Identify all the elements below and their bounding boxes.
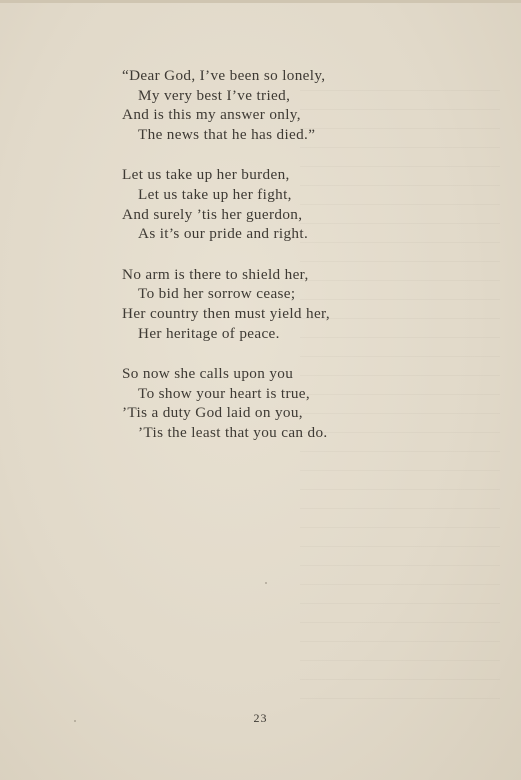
stanza <box>122 165 422 243</box>
poem-line: To show your heart is true, <box>138 384 311 402</box>
poem-line: And is this my answer only, <box>122 106 301 124</box>
poem-line: No arm is there to shield her, <box>122 265 309 283</box>
poem-line: And surely ’tis her guerdon, <box>122 205 303 223</box>
page-number: 23 <box>253 711 268 725</box>
poem-line: Let us take up her burden, <box>122 166 290 184</box>
poem-line: Her heritage of peace. <box>138 324 280 342</box>
poem-line: ’Tis a duty God laid on you, <box>122 404 303 422</box>
poem-line: As it’s our pride and right. <box>138 225 309 243</box>
stanza <box>122 66 422 144</box>
poem-line: To bid her sorrow cease; <box>138 285 296 303</box>
page-top-edge <box>0 0 521 3</box>
paper-speck <box>265 582 267 584</box>
poem-line: “Dear God, I’ve been so lonely, <box>122 67 326 84</box>
poem-line: ’Tis the least that you can do. <box>138 423 328 441</box>
poem-line: The news that he has died.” <box>138 125 316 143</box>
poem-line: Let us take up her fight, <box>138 185 292 203</box>
poem-line: My very best I’ve tried, <box>138 86 291 104</box>
stanza <box>122 364 422 442</box>
stanza <box>122 265 422 343</box>
poem-line: So now she calls upon you <box>122 365 294 383</box>
poem-line: Her country then must yield her, <box>122 304 330 322</box>
poem <box>122 66 422 464</box>
